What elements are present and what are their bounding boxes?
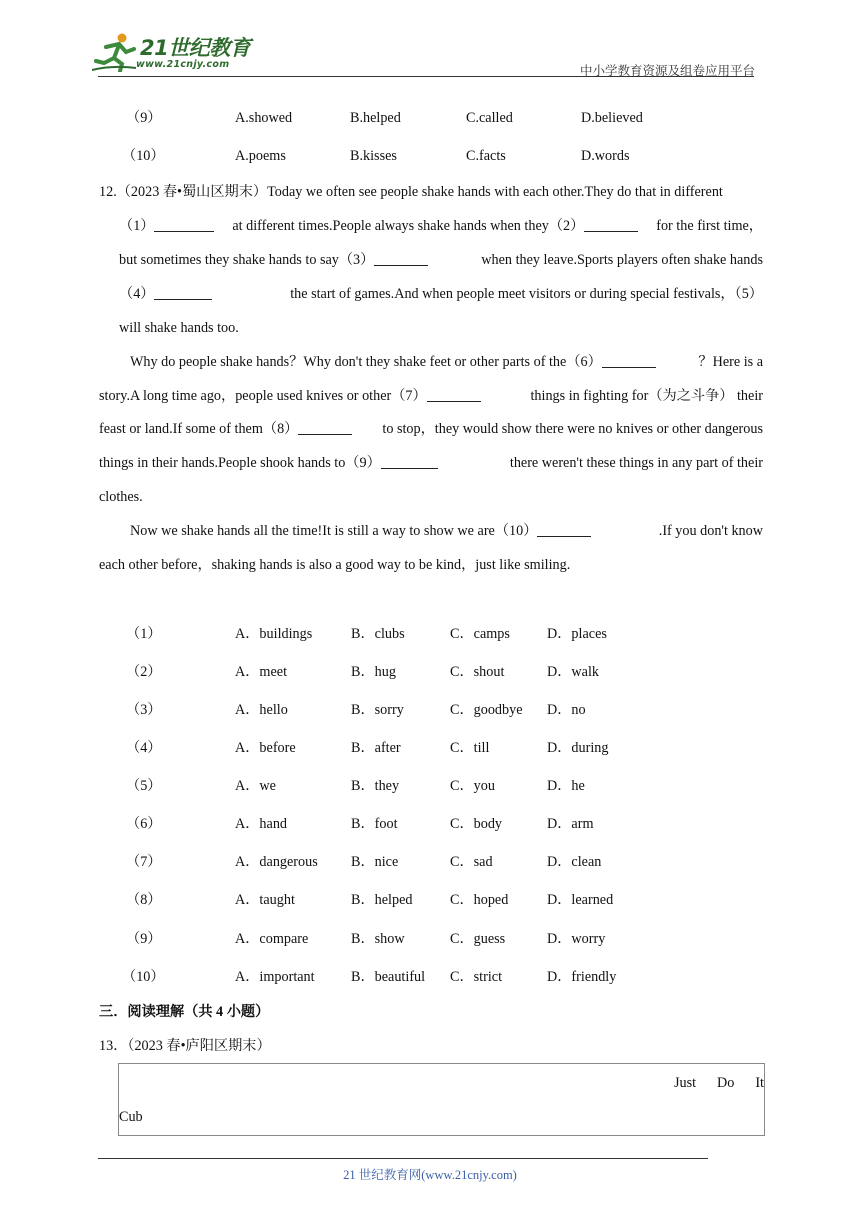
option-number: （10）	[122, 969, 165, 985]
option-d[interactable]: D．walk	[547, 664, 600, 680]
option-c[interactable]: C．goodbye	[450, 702, 523, 718]
footer-link[interactable]: 21 世纪教育网(www.21cnjy.com)	[343, 1168, 517, 1182]
blank-number: （1）	[119, 218, 155, 234]
option-number: （6）	[126, 816, 162, 832]
option-number: （9）	[126, 110, 162, 126]
option-b: B.helped	[350, 110, 401, 126]
option-b[interactable]: B．show	[351, 931, 405, 947]
option-d[interactable]: D．worry	[547, 931, 606, 947]
option-d[interactable]: D．friendly	[547, 969, 617, 985]
option-a[interactable]: A．meet	[235, 664, 288, 680]
question-13-title: 13．（2023 春•庐阳区期末）	[99, 1038, 271, 1054]
runner-logo-icon	[92, 32, 138, 72]
q12-para2-line-5: clothes.	[99, 489, 143, 505]
option-number: （9）	[126, 931, 162, 947]
option-b[interactable]: B．clubs	[351, 626, 405, 642]
option-d[interactable]: D．during	[547, 740, 609, 756]
header-divider	[98, 76, 754, 77]
passage-line: Cub	[119, 1109, 143, 1125]
option-c[interactable]: C．strict	[450, 969, 503, 985]
section-heading: 三．阅读理解（共 4 小题）	[99, 1004, 270, 1020]
q12-para2-line-3	[99, 420, 763, 438]
option-d[interactable]: D．arm	[547, 816, 594, 832]
option-d[interactable]: D．learned	[547, 892, 614, 908]
option-b[interactable]: B．foot	[351, 816, 398, 832]
option-number: （3）	[126, 702, 162, 718]
q12-para2-line-1	[130, 353, 763, 371]
option-a: A.poems	[235, 148, 286, 164]
q12-para2-line-2	[99, 387, 763, 405]
question-13-passage-box	[118, 1063, 765, 1136]
option-d[interactable]: D．clean	[547, 854, 602, 870]
text-segment: feast or land.If some of them（8）	[99, 421, 299, 437]
text-segment: to stop，they would show there were no knives or other dangerous	[382, 421, 763, 437]
text-segment: things in their hands.People shook hands to（9）	[99, 455, 381, 471]
text-segment: things in fighting for（为之斗争） their	[530, 388, 763, 404]
option-c[interactable]: C．you	[450, 778, 495, 794]
title-word: It	[755, 1075, 764, 1091]
option-d[interactable]: D．he	[547, 778, 585, 794]
option-a[interactable]: A．buildings	[235, 626, 313, 642]
option-a[interactable]: A．taught	[235, 892, 295, 908]
option-d: D.believed	[581, 110, 643, 126]
q12-line-4	[119, 285, 763, 303]
site-logo[interactable]	[92, 30, 260, 78]
blank-3[interactable]	[374, 251, 428, 266]
text-segment: Why do people shake hands？Why don't they shake feet or other parts of the（6）	[130, 354, 602, 370]
option-b: B.kisses	[350, 148, 397, 164]
q12-para3-line-2: each other before，shaking hands is also a good way to be kind，just like smiling.	[99, 557, 571, 573]
option-c[interactable]: C．guess	[450, 931, 506, 947]
q12-para2-line-4	[99, 454, 763, 472]
option-number: （8）	[126, 892, 162, 908]
blank-8[interactable]	[298, 420, 352, 435]
option-a[interactable]: A．compare	[235, 931, 309, 947]
option-a[interactable]: A．before	[235, 740, 296, 756]
option-c[interactable]: C．body	[450, 816, 503, 832]
option-b[interactable]: B．helped	[351, 892, 413, 908]
blank-9[interactable]	[381, 454, 438, 469]
option-b[interactable]: B．hug	[351, 664, 396, 680]
q12-line-2	[119, 217, 763, 235]
q12-line-3	[119, 251, 763, 269]
text-segment: when they leave.Sports players often shake hands	[481, 252, 763, 268]
text-segment: story.A long time ago，people used knives or other（7）	[99, 388, 427, 404]
option-a[interactable]: A．dangerous	[235, 854, 318, 870]
option-d: D.words	[581, 148, 630, 164]
option-number: （5）	[126, 778, 162, 794]
text-segment: ？Here is a	[698, 354, 763, 370]
q12-line-1: 12.（2023 春•蜀山区期末）Today we often see people shake hands with each other.They do that in different	[99, 184, 723, 200]
title-word: Just	[674, 1075, 697, 1091]
header-platform-text: 中小学教育资源及组卷应用平台	[579, 63, 755, 78]
option-a[interactable]: A．hand	[235, 816, 288, 832]
logo-title: 21世纪教育	[140, 36, 251, 60]
text-segment: for the first time，	[656, 218, 763, 234]
option-b[interactable]: B．beautiful	[351, 969, 426, 985]
page-header	[0, 0, 860, 80]
option-c[interactable]: C．sad	[450, 854, 493, 870]
text-segment: there weren't these things in any part of their	[509, 455, 763, 471]
option-number: （1）	[126, 626, 162, 642]
option-c: C.facts	[466, 148, 506, 164]
q12-para3-line-1	[130, 522, 763, 540]
option-number: （2）	[126, 664, 162, 680]
option-b[interactable]: B．after	[351, 740, 401, 756]
option-number: （4）	[126, 740, 162, 756]
option-b[interactable]: B．nice	[351, 854, 399, 870]
option-a: A.showed	[235, 110, 293, 126]
q12-line-5: will shake hands too.	[119, 320, 239, 336]
footer-divider	[98, 1158, 708, 1159]
blank-2[interactable]	[584, 217, 638, 232]
blank-number: （4）	[119, 286, 155, 302]
option-c: C.called	[466, 110, 513, 126]
option-c[interactable]: C．till	[450, 740, 490, 756]
text-segment: the start of games.And when people meet visitors or during special festivals，（5）	[290, 286, 763, 302]
blank-1[interactable]	[154, 217, 214, 232]
text-segment: at different times.People always shake hands when they（2）	[232, 218, 585, 234]
option-b[interactable]: B．they	[351, 778, 400, 794]
option-c[interactable]: C．shout	[450, 664, 505, 680]
logo-url: www.21cnjy.com	[136, 59, 230, 70]
option-c[interactable]: C．hoped	[450, 892, 509, 908]
blank-4[interactable]	[154, 285, 212, 300]
text-segment: Now we shake hands all the time!It is still a way to show we are（10）	[130, 523, 538, 539]
option-a[interactable]: A．important	[235, 969, 315, 985]
text-segment: .If you don't know	[658, 523, 763, 539]
option-d[interactable]: D．no	[547, 702, 586, 718]
option-b[interactable]: B．sorry	[351, 702, 404, 718]
blank-6[interactable]	[602, 353, 656, 368]
title-word: Do	[717, 1075, 735, 1091]
passage-title	[674, 1074, 764, 1092]
option-d[interactable]: D．places	[547, 626, 607, 642]
option-number: （7）	[126, 854, 162, 870]
option-a[interactable]: A．we	[235, 778, 276, 794]
blank-10[interactable]	[537, 522, 591, 537]
text-segment: but sometimes they shake hands to say（3）	[119, 252, 375, 268]
blank-7[interactable]	[427, 387, 481, 402]
option-c[interactable]: C．camps	[450, 626, 510, 642]
option-number: （10）	[122, 148, 165, 164]
option-a[interactable]: A．hello	[235, 702, 288, 718]
